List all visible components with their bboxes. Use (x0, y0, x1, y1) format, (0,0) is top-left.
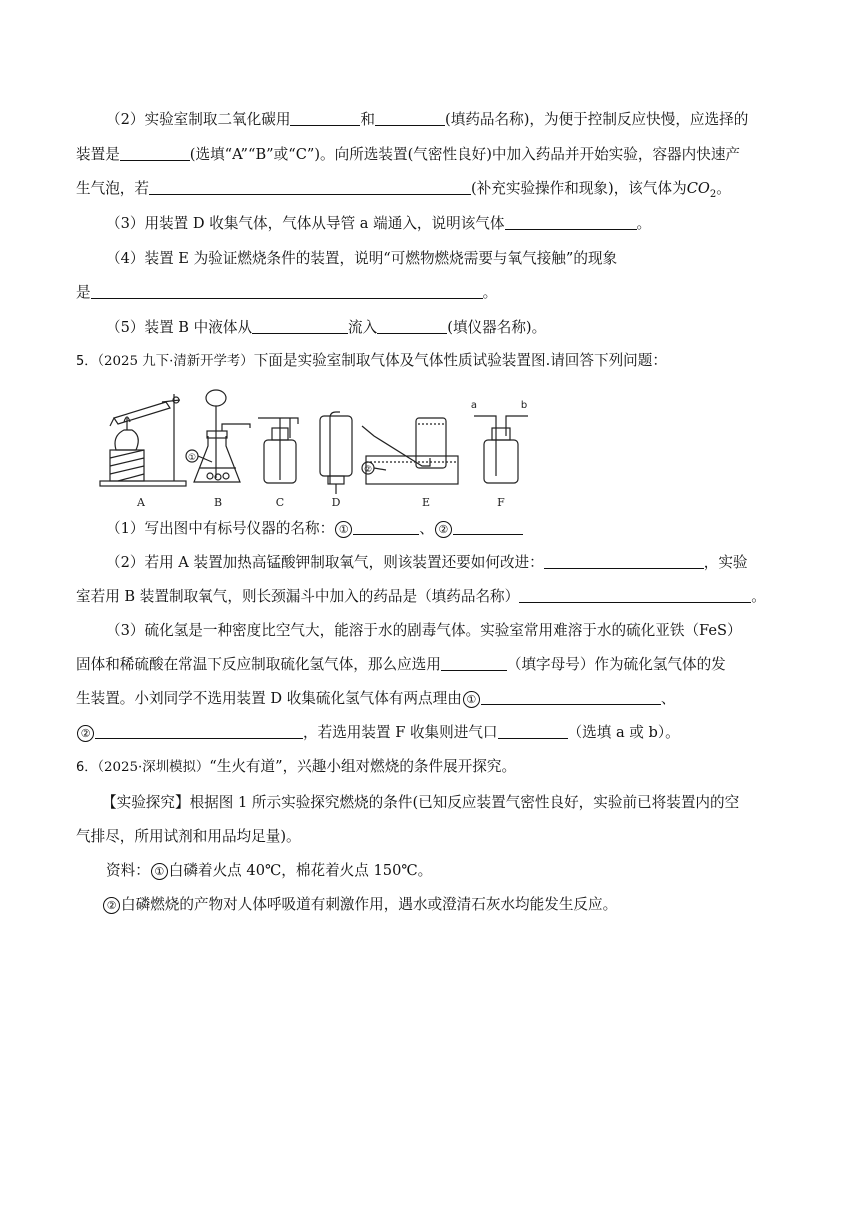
formula-co2: CO (686, 180, 710, 197)
apparatus-figure (96, 388, 532, 514)
text: 。 (482, 284, 498, 301)
tube-b-label: b (520, 400, 528, 411)
answer-blank[interactable] (505, 214, 637, 230)
text: 流入 (348, 319, 378, 336)
q5-part1 (106, 518, 816, 540)
answer-blank[interactable] (290, 110, 360, 126)
text: 【实验探究】根据图 1 所示实验探究燃烧的条件(已知反应装置气密性良好，实验前已将装置内的空 (102, 794, 740, 811)
question-number: 5． (76, 354, 98, 369)
text: 下面是实验室制取气体及气体性质试验装置图.请回答下列问题： (253, 352, 667, 369)
q6-resource-2 (102, 894, 812, 916)
circled-one: ① (151, 863, 168, 880)
apparatus-d (320, 412, 352, 494)
circled-two: ② (103, 897, 120, 914)
q5-part3-line4 (76, 722, 786, 744)
q5-part2-line2 (76, 586, 786, 608)
q5-part3-line2 (76, 654, 786, 676)
tube-a-label: a (470, 400, 478, 411)
text: 、 (419, 520, 434, 537)
apparatus-c (258, 418, 298, 483)
apparatus-e (362, 418, 458, 484)
answer-blank[interactable] (481, 689, 661, 705)
text: 生气泡，若 (76, 180, 149, 197)
answer-blank[interactable] (375, 110, 445, 126)
text: 、 (660, 690, 676, 707)
text: （5）装置 B 中液体从 (106, 319, 253, 336)
label-f: F (497, 496, 505, 509)
answer-blank[interactable] (353, 519, 419, 535)
circled-two: ② (77, 725, 94, 742)
text: 气排尽，所用试剂和用品均足量)。 (76, 828, 301, 845)
label-e: E (421, 496, 431, 509)
q4-part4-line1 (106, 248, 816, 270)
apparatus-a (100, 394, 186, 486)
text: 资料： (106, 862, 150, 879)
text: 是 (76, 284, 91, 301)
apparatus-f (474, 416, 528, 483)
answer-blank[interactable] (149, 179, 471, 195)
label-b: B (213, 496, 223, 509)
text: 白磷着火点 40℃，棉花着火点 150℃。 (168, 862, 433, 879)
question-source: （2025 九下·清新开学考） (97, 354, 254, 369)
text: （3）用装置 D 收集气体，气体从导管 a 端通入，说明该气体 (106, 215, 505, 232)
text: 白磷燃烧的产物对人体呼吸道有刺激作用，遇水或澄清石灰水均能发生反应。 (121, 896, 618, 913)
label-a: A (137, 496, 145, 509)
text: ，实验 (703, 554, 748, 571)
text: ，若选用装置 F 收集则进气口 (303, 724, 498, 741)
text: （4）装置 E 为验证燃烧条件的装置，说明“可燃物燃烧需要与氧气接触”的现象 (106, 250, 618, 267)
q6-experiment-line2 (76, 826, 786, 848)
answer-blank[interactable] (252, 318, 348, 334)
circled-one: ① (463, 691, 480, 708)
text: （2）若用 A 装置加热高锰酸钾制取氧气，则该装置还要如何改进： (106, 554, 544, 571)
text: 。 (636, 215, 652, 232)
text: 室若用 B 装置制取氧气，则长颈漏斗中加入的药品是（填药品名称） (76, 588, 520, 605)
text: 和 (360, 111, 376, 128)
text: （2）实验室制取二氧化碳用 (106, 111, 291, 128)
label-c: C (275, 496, 285, 509)
text: (填仪器名称)。 (447, 319, 547, 336)
answer-blank[interactable] (453, 519, 523, 535)
answer-blank[interactable] (95, 723, 303, 739)
text: （选填 a 或 b）。 (567, 724, 680, 741)
q5-stem (76, 350, 786, 373)
q6-resource-1 (106, 860, 816, 882)
q4-part5 (106, 317, 816, 339)
label-d: D (331, 496, 341, 509)
mark-one: ① (187, 453, 197, 463)
text: 生装置。小刘同学不选用装置 D 收集硫化氢气体有两点理由 (76, 690, 462, 707)
text: 。 (716, 180, 731, 197)
mark-two: ② (363, 465, 373, 475)
formula-subscript: 2 (709, 188, 717, 200)
q5-part3-line3 (76, 688, 786, 710)
text: 。 (751, 588, 766, 605)
text: （填字母号）作为硫化氢气体的发 (506, 656, 726, 673)
q6-experiment-line1 (102, 792, 812, 814)
q6-stem (76, 756, 786, 779)
q4-part2-line2 (76, 144, 786, 166)
text: （3）硫化氢是一种密度比空气大，能溶于水的剧毒气体。实验室常用难溶于水的硫化亚铁（FeS） (106, 622, 742, 639)
q5-part3-line1 (106, 620, 816, 642)
text: (填药品名称)，为便于控制反应快慢，应选择的 (445, 111, 749, 128)
answer-blank[interactable] (91, 283, 483, 299)
q5-part2-line1 (106, 552, 816, 574)
answer-blank[interactable] (377, 318, 447, 334)
circled-one: ① (335, 521, 352, 538)
answer-blank[interactable] (544, 553, 704, 569)
circled-two: ② (435, 521, 452, 538)
text: (选填“A”“B”或“C”)。向所选装置(气密性良好)中加入药品并开始实验，容器内快速产 (189, 146, 741, 163)
answer-blank[interactable] (498, 723, 568, 739)
question-source: （2025·深圳模拟） (97, 760, 210, 775)
answer-blank[interactable] (519, 587, 751, 603)
text: 装置是 (76, 146, 120, 163)
q4-part3 (106, 213, 816, 235)
apparatus-b (186, 390, 250, 482)
answer-blank[interactable] (120, 145, 190, 161)
text: (补充实验操作和现象)，该气体为 (470, 180, 687, 197)
text: （1）写出图中有标号仪器的名称： (106, 520, 335, 537)
q4-part2-line1 (106, 109, 816, 131)
text: “生火有道”，兴趣小组对燃烧的条件展开探究。 (209, 758, 517, 775)
answer-blank[interactable] (441, 655, 507, 671)
q4-part4-line2 (76, 282, 786, 304)
text: 固体和稀硫酸在常温下反应制取硫化氢气体，那么应选用 (76, 656, 441, 673)
q4-part2-line3 (76, 178, 786, 206)
question-number: 6． (76, 760, 98, 775)
